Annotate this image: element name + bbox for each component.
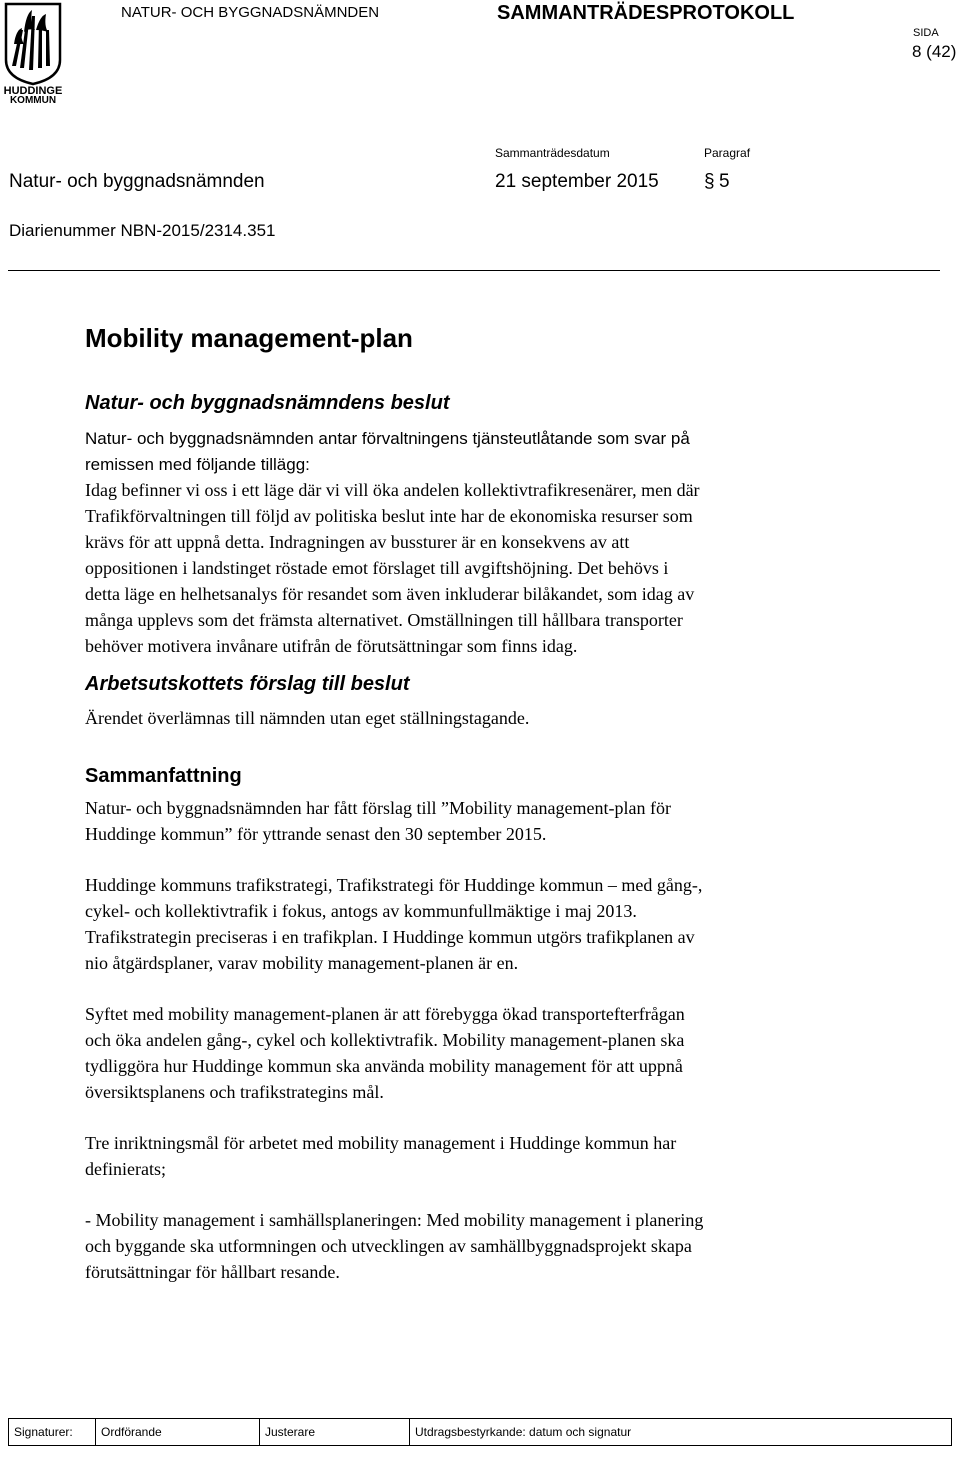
page-label: SIDA xyxy=(913,27,939,39)
text-line: detta läge en helhetsanalys för resandet som även inkluderar bilåkandet, som idag av xyxy=(85,584,695,604)
goal-list-item xyxy=(85,1207,865,1285)
header-divider xyxy=(8,270,940,271)
document-type: SAMMANTRÄDESPROTOKOLL xyxy=(497,2,795,24)
summary-intro-paragraph xyxy=(85,795,865,847)
text-line: nio åtgärdsplaner, varav mobility management-planen är en. xyxy=(85,953,519,973)
text-line: Natur- och byggnadsnämnden har fått förslag till ”Mobility management-plan för xyxy=(85,798,671,818)
department-name: NATUR- OCH BYGGNADSNÄMNDEN xyxy=(121,4,380,21)
addition-paragraph xyxy=(85,477,865,659)
text-line: cykel- och kollektivtrafik i fokus, antogs av kommunfullmäktige i maj 2013. xyxy=(85,901,637,921)
paragraph-label: Paragraf xyxy=(704,146,751,160)
text-line: Tre inriktningsmål för arbetet med mobility management i Huddinge kommun har xyxy=(85,1133,677,1153)
page-title: Mobility management-plan xyxy=(85,323,413,353)
text-line: Huddinge kommun” för yttrande senast den 30 september 2015. xyxy=(85,824,547,844)
text-line: och öka andelen gång-, cykel och kollektivtrafik. Mobility management-planen ska xyxy=(85,1030,685,1050)
text-line: Trafikförvaltningen till följd av politiska beslut inte har de ekonomiska resurser som xyxy=(85,506,693,526)
proposal-paragraph xyxy=(85,705,865,731)
text-line: krävs för att uppnå detta. Indragningen av bussturer är en konsekvens av att xyxy=(85,532,630,552)
proposal-heading: Arbetsutskottets förslag till beslut xyxy=(85,673,410,695)
diary-number: Diarienummer NBN-2015/2314.351 xyxy=(9,221,276,240)
text-line: remissen med följande tillägg: xyxy=(85,455,310,474)
text-line: behöver motivera invånare utifrån de förutsättningar som finns idag. xyxy=(85,636,578,656)
svg-text:KOMMUN: KOMMUN xyxy=(9,95,57,104)
board-name: Natur- och byggnadsnämnden xyxy=(9,171,265,192)
strategy-paragraph xyxy=(85,872,865,976)
text-line: många upplevs som det främsta alternativet. Omställningen till hållbara transporter xyxy=(85,610,683,630)
text-line: Natur- och byggnadsnämnden antar förvaltningens tjänsteutlåtande som svar på xyxy=(85,429,690,448)
paragraph-number: 5 xyxy=(719,171,730,192)
summary-heading: Sammanfattning xyxy=(85,765,242,787)
text-line: översiktsplanens och trafikstrategins mål. xyxy=(85,1082,384,1102)
text-line: tydliggöra hur Huddinge kommun ska använda mobility management för att uppnå xyxy=(85,1056,683,1076)
text-line: Ärendet överlämnas till nämnden utan eget ställningstagande. xyxy=(85,708,530,728)
text-line: definierats; xyxy=(85,1159,166,1179)
decision-paragraph xyxy=(85,426,865,478)
certification-label: Utdragsbestyrkande: datum och signatur xyxy=(409,1419,955,1445)
text-line: och byggande ska utformningen och utvecklingen av samhällbyggnadsprojekt skapa xyxy=(85,1236,692,1256)
signatures-label: Signaturer: xyxy=(14,1425,73,1439)
text-line: - Mobility management i samhällsplaneringen: Med mobility management i planering xyxy=(85,1210,704,1230)
text-line: Huddinge kommuns trafikstrategi, Trafikstrategi för Huddinge kommun – med gång-, xyxy=(85,875,703,895)
text-line: Idag befinner vi oss i ett läge där vi vill öka andelen kollektivtrafikresenärer, men där xyxy=(85,480,700,500)
meeting-date-label: Sammanträdesdatum xyxy=(495,146,610,160)
text-line: oppositionen i landstinget röstade emot förslaget till avgiftshöjning. Det behövs i xyxy=(85,558,669,578)
chairman-label: Ordförande xyxy=(95,1419,263,1445)
paragraph-symbol: § xyxy=(704,171,715,192)
purpose-paragraph xyxy=(85,1001,865,1105)
adjuster-label: Justerare xyxy=(259,1419,413,1445)
text-line: Syftet med mobility management-planen är att förebygga ökad transportefterfrågan xyxy=(85,1004,685,1024)
text-line: förutsättningar för hållbart resande. xyxy=(85,1262,340,1282)
text-line: Trafikstrategin preciseras i en trafikplan. I Huddinge kommun utgörs trafikplanen av xyxy=(85,927,695,947)
huddinge-kommun-logo xyxy=(2,2,64,104)
decision-heading: Natur- och byggnadsnämndens beslut xyxy=(85,392,450,414)
page-number: 8 (42) xyxy=(912,42,957,61)
meeting-date: 21 september 2015 xyxy=(495,171,659,192)
signature-footer xyxy=(8,1418,952,1446)
goals-paragraph xyxy=(85,1130,865,1182)
svg-text:HUDDINGE: HUDDINGE xyxy=(3,85,63,97)
